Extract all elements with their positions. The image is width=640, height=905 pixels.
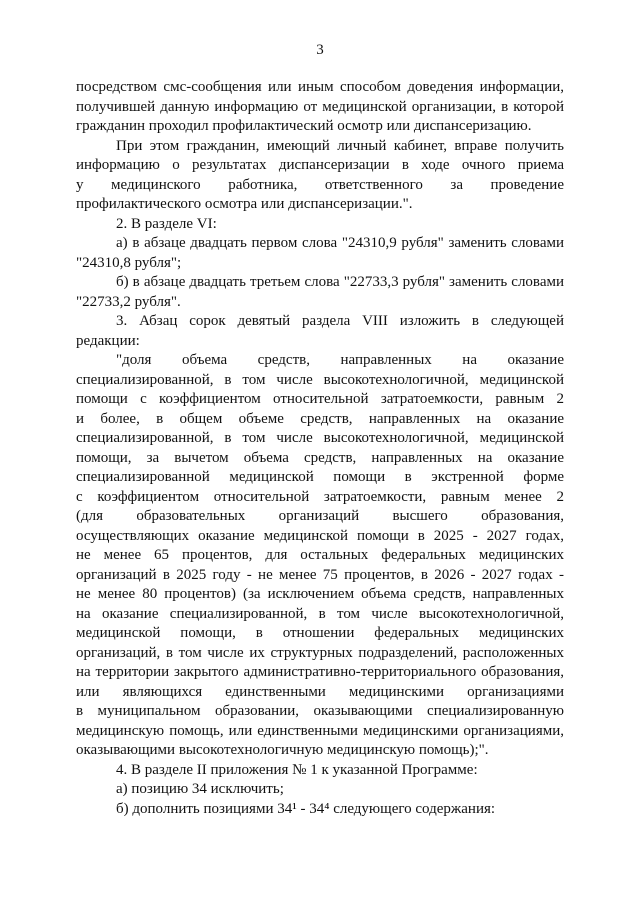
text-line: 3. Абзац сорок девятый раздела VIII изложить в следующей — [116, 313, 564, 329]
text-line: а) в абзаце двадцать первом слова "24310,9 рубля" заменить словами — [116, 235, 564, 251]
text-line: 4. В разделе II приложения № 1 к указанной Программе: — [116, 761, 478, 778]
text-line: информацию о результатах диспансеризации в ходе очного приема — [76, 157, 564, 173]
text-line: не менее 80 процентов) (за исключением объема средств, направленных — [76, 586, 564, 602]
text-line: медицинскую помощь, или единственными медицинскими организациями, — [76, 722, 564, 739]
text-line: на территории закрытого административно-территориального образования, — [76, 664, 564, 680]
text-line: При этом гражданин, имеющий личный кабинет, вправе получить — [116, 137, 564, 154]
text-line: помощи, за вычетом объема средств, направленных на оказание — [76, 449, 564, 466]
text-line: и более, в общем объеме средств, направленных на оказание — [76, 410, 564, 427]
text-line: медицинской помощи, в отношении федеральных медицинских — [76, 625, 564, 641]
text-line: получившей данную информацию от медицинской организации, в которой — [76, 98, 564, 115]
text-line: профилактического осмотра или диспансеризации.". — [76, 196, 413, 212]
text-line: или являющихся единственными медицинскими организациями — [76, 683, 564, 700]
text-line: гражданин проходил профилактический осмотр или диспансеризацию. — [76, 118, 532, 134]
text-line: помощи с коэффициентом относительной затратоемкости, равным 2 — [76, 391, 564, 407]
text-line: организаций, в том числе их структурных подразделений, расположенных — [76, 644, 564, 661]
text-line: специализированной, в том числе высокотехнологичной, медицинской — [76, 430, 564, 446]
text-line: "22733,2 рубля". — [76, 293, 181, 310]
page-number: 3 — [316, 42, 324, 58]
text-line: оказывающими высокотехнологичную медицинскую помощь);". — [76, 742, 489, 758]
text-line: специализированной, в том числе высокотехнологичной, медицинской — [76, 371, 564, 388]
text-line: "24310,8 рубля"; — [76, 254, 182, 271]
text-line: а) позицию 34 исключить; — [116, 781, 284, 797]
text-line: б) в абзаце двадцать третьем слова "22733,3 рубля" заменить словами — [116, 274, 564, 290]
text-line: на оказание специализированной, в том числе высокотехнологичной, — [76, 605, 564, 622]
text-line: (для образовательных организаций высшего образования, — [76, 508, 564, 524]
text-line: осуществляющих оказание медицинской помощи в 2025 - 2027 годах, — [76, 527, 564, 544]
text-line: у медицинского работника, ответственного за проведение — [76, 176, 564, 193]
text-line: организаций в 2025 году - не менее 75 процентов, в 2026 - 2027 годах - — [76, 566, 564, 583]
text-line: "доля объема средств, направленных на оказание — [116, 352, 564, 368]
text-line: в муниципальном образовании, оказывающими специализированную — [76, 703, 564, 719]
text-line: б) дополнить позициями 34¹ - 34⁴ следующего содержания: — [116, 800, 496, 817]
text-line: посредством смс-сообщения или иным способом доведения информации, — [76, 79, 564, 95]
text-line: специализированной медицинской помощи в экстренной форме — [76, 469, 564, 485]
text-line: редакции: — [76, 332, 140, 349]
document-body — [76, 78, 564, 819]
text-line: не менее 65 процентов, для остальных федеральных медицинских — [76, 547, 564, 563]
text-line: 2. В разделе VI: — [116, 215, 217, 232]
text-line: с коэффициентом относительной затратоемкости, равным менее 2 — [76, 488, 564, 505]
